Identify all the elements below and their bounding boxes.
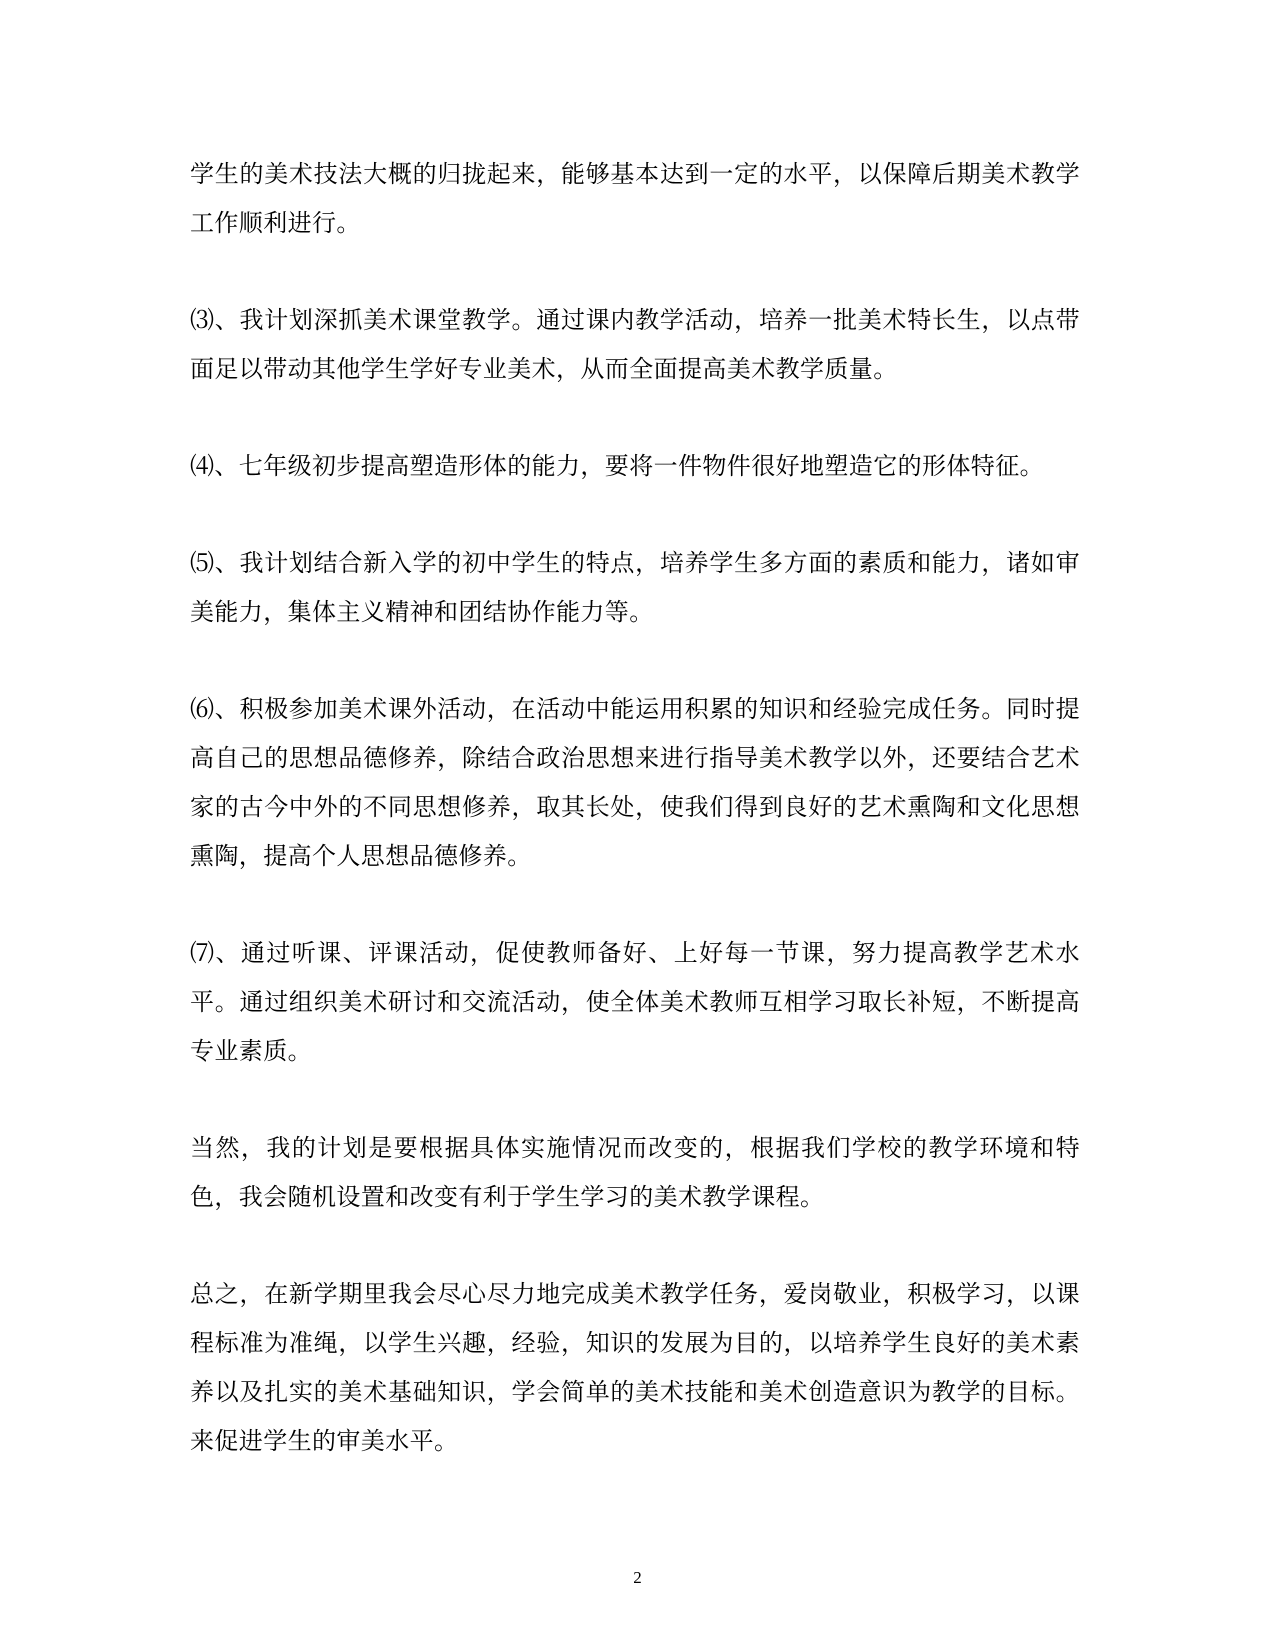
paragraph-conclusion: 总之，在新学期里我会尽心尽力地完成美术教学任务，爱岗敬业，积极学习，以课程标准为准绳，以学生兴趣，经验，知识的发展为目的，以培养学生良好的美术素养以及扎实的美术基础知识，学会简单的美术技能和美术创造意识为教学的目标。来促进学生的审美水平。	[190, 1280, 1080, 1455]
paragraph-continuation: 学生的美术技法大概的归拢起来，能够基本达到一定的水平，以保障后期美术教学工作顺利进行。	[190, 160, 1080, 237]
paragraph-item-5: ⑸、我计划结合新入学的初中学生的特点，培养学生多方面的素质和能力，诸如审美能力，集体主义精神和团结协作能力等。	[190, 549, 1080, 626]
paragraph-note: 当然，我的计划是要根据具体实施情况而改变的，根据我们学校的教学环境和特色，我会随机设置和改变有利于学生学习的美术教学课程。	[190, 1134, 1080, 1211]
paragraph-item-6: ⑹、积极参加美术课外活动，在活动中能运用积累的知识和经验完成任务。同时提高自己的思想品德修养，除结合政治思想来进行指导美术教学以外，还要结合艺术家的古今中外的不同思想修养，取其长处，使我们得到良好的艺术熏陶和文化思想熏陶，提高个人思想品德修养。	[190, 695, 1080, 870]
paragraph-item-3: ⑶、我计划深抓美术课堂教学。通过课内教学活动，培养一批美术特长生，以点带面足以带动其他学生学好专业美术，从而全面提高美术教学质量。	[190, 306, 1080, 383]
paragraph-item-4: ⑷、七年级初步提高塑造形体的能力，要将一件物件很好地塑造它的形体特征。	[190, 452, 1044, 480]
page-number: 2	[633, 1568, 642, 1587]
paragraph-item-7: ⑺、通过听课、评课活动，促使教师备好、上好每一节课，努力提高教学艺术水平。通过组织美术研讨和交流活动，使全体美术教师互相学习取长补短，不断提高专业素质。	[190, 939, 1080, 1065]
document-body	[190, 150, 1080, 1514]
